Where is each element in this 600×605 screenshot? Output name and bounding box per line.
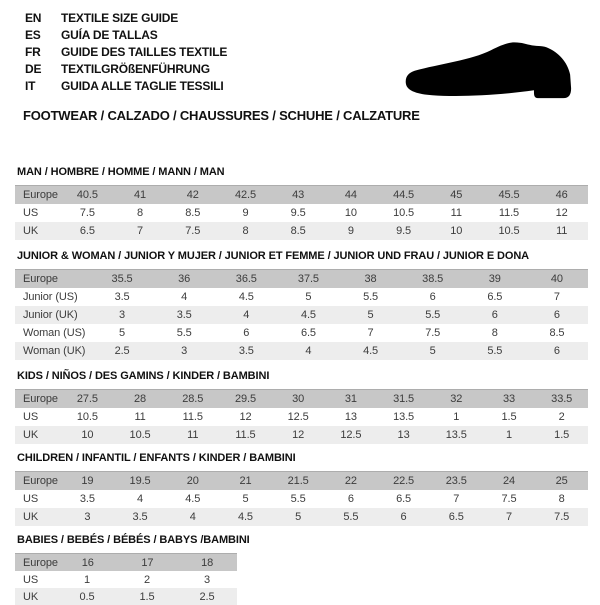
size-cell: 7: [453, 493, 460, 505]
row-label: UK: [23, 590, 39, 603]
shoe-icon: [393, 16, 583, 104]
table-title-children: CHILDREN / INFANTIL / ENFANTS / KINDER / BAMBINI: [17, 452, 296, 464]
size-cell: 10: [81, 429, 94, 441]
language-code: FR: [25, 45, 41, 59]
size-cell: 6.5: [300, 327, 316, 339]
size-cell: 9: [242, 207, 249, 219]
size-cell: 6: [243, 327, 250, 339]
row-label: US: [23, 573, 39, 586]
table-row: [15, 204, 588, 222]
size-cell: 45: [450, 189, 463, 201]
size-tables: [15, 166, 588, 605]
size-cell: 10: [450, 225, 463, 237]
size-cell: 3.5: [238, 345, 254, 357]
size-cell: 38.5: [422, 273, 444, 285]
table-row: [15, 490, 588, 508]
size-cell: 37.5: [297, 273, 319, 285]
size-cell: 5.5: [363, 291, 379, 303]
size-cell: 2.5: [199, 590, 215, 603]
size-cell: 43: [292, 189, 305, 201]
row-label: Junior (UK): [23, 309, 78, 321]
size-cell: 12: [239, 411, 252, 423]
size-cell: 9.5: [396, 225, 412, 237]
language-code: IT: [25, 79, 36, 93]
size-cell: 5.5: [425, 309, 441, 321]
size-cell: 28.5: [182, 393, 204, 405]
size-cell: 10.5: [393, 207, 415, 219]
language-code: EN: [25, 11, 42, 25]
size-cell: 1.5: [139, 590, 155, 603]
size-table-section-kids: [15, 370, 588, 444]
size-cell: 41: [134, 189, 147, 201]
size-cell: 3.5: [132, 511, 148, 523]
size-cell: 4: [181, 291, 188, 303]
size-cell: 4.5: [300, 309, 316, 321]
table-row: [15, 571, 237, 588]
size-table-babies: [15, 553, 237, 605]
size-cell: 3: [181, 345, 188, 357]
size-cell: 4: [243, 309, 250, 321]
size-cell: 38: [364, 273, 377, 285]
row-label: Woman (UK): [23, 345, 86, 357]
row-label: Europe: [23, 189, 58, 201]
size-cell: 13: [344, 411, 357, 423]
size-cell: 4.5: [185, 493, 201, 505]
language-row: [25, 61, 227, 78]
size-cell: 21: [239, 475, 252, 487]
size-cell: 2.5: [114, 345, 130, 357]
row-label: Junior (US): [23, 291, 78, 303]
size-cell: 40.5: [76, 189, 98, 201]
size-cell: 24: [502, 475, 515, 487]
size-cell: 3: [119, 309, 126, 321]
size-cell: 10: [344, 207, 357, 219]
size-cell: 1.5: [554, 429, 570, 441]
size-cell: 19.5: [129, 475, 151, 487]
size-cell: 8: [558, 493, 565, 505]
language-code: DE: [25, 62, 42, 76]
size-cell: 5.5: [343, 511, 359, 523]
size-cell: 9.5: [290, 207, 306, 219]
size-cell: 1: [505, 429, 512, 441]
size-cell: 11.5: [235, 429, 256, 441]
size-cell: 32: [450, 393, 463, 405]
row-label: Europe: [23, 273, 58, 285]
size-cell: 8.5: [185, 207, 201, 219]
size-cell: 6: [347, 493, 354, 505]
size-cell: 4: [137, 493, 144, 505]
size-cell: 2: [143, 573, 151, 586]
table-title-junior-woman: JUNIOR & WOMAN / JUNIOR Y MUJER / JUNIOR ET FEMME / JUNIOR UND FRAU / JUNIOR E DONA: [17, 250, 530, 262]
size-cell: 8.5: [549, 327, 565, 339]
size-cell: 5: [119, 327, 126, 339]
size-cell: 7: [505, 511, 512, 523]
size-cell: 0.5: [79, 590, 95, 603]
size-cell: 12.5: [287, 411, 309, 423]
size-cell: 5: [305, 291, 312, 303]
table-row: [15, 390, 588, 408]
size-cell: 6: [553, 309, 560, 321]
size-cell: 7: [367, 327, 374, 339]
table-row: [15, 222, 588, 240]
size-cell: 1.5: [501, 411, 517, 423]
size-cell: 11: [450, 207, 462, 219]
row-label: UK: [23, 429, 39, 441]
table-row: [15, 186, 588, 204]
size-cell: 5.5: [290, 493, 306, 505]
size-cell: 10.5: [129, 429, 151, 441]
size-cell: 6: [491, 309, 498, 321]
size-cell: 13.5: [393, 411, 415, 423]
size-table-section-man: [15, 166, 588, 240]
table-title-babies: BABIES / BEBÉS / BÉBÉS / BABYS /BAMBINI: [17, 534, 250, 546]
size-cell: 7.5: [185, 225, 201, 237]
row-label: US: [23, 207, 39, 219]
size-cell: 8: [242, 225, 249, 237]
size-table-section-children: [15, 452, 588, 526]
table-row: [15, 408, 588, 426]
size-cell: 3: [84, 511, 91, 523]
row-label: Europe: [23, 556, 58, 569]
size-cell: 9: [347, 225, 354, 237]
size-cell: 5.5: [487, 345, 503, 357]
size-cell: 6: [553, 345, 560, 357]
size-table-section-babies: [15, 534, 588, 605]
size-cell: 12: [292, 429, 305, 441]
language-row: [25, 44, 227, 61]
size-table-section-junior-woman: [15, 250, 588, 360]
table-row: [15, 426, 588, 444]
language-code: ES: [25, 28, 41, 42]
table-row: [15, 288, 588, 306]
size-cell: 31.5: [393, 393, 415, 405]
language-name: TEXTILGRÖßENFÜHRUNG: [61, 62, 210, 76]
size-cell: 20: [186, 475, 199, 487]
size-cell: 42.5: [234, 189, 256, 201]
size-cell: 6: [400, 511, 407, 523]
size-cell: 27.5: [76, 393, 98, 405]
size-cell: 40: [550, 273, 563, 285]
size-cell: 4.5: [237, 511, 253, 523]
size-cell: 5: [295, 511, 302, 523]
size-table-children: [15, 471, 588, 526]
row-label: US: [23, 493, 39, 505]
size-cell: 30: [292, 393, 305, 405]
size-table-kids: [15, 389, 588, 444]
size-cell: 7.5: [554, 511, 570, 523]
category-title: FOOTWEAR / CALZADO / CHAUSSURES / SCHUHE / CALZATURE: [23, 108, 420, 123]
size-cell: 5: [429, 345, 436, 357]
language-row: [25, 10, 227, 27]
size-table-man: [15, 185, 588, 240]
size-table-junior-woman: [15, 269, 588, 360]
language-row: [25, 27, 227, 44]
size-cell: 10.5: [498, 225, 520, 237]
row-label: US: [23, 411, 39, 423]
size-cell: 11: [556, 225, 568, 237]
table-title-man: MAN / HOMBRE / HOMME / MANN / MAN: [17, 166, 225, 178]
size-cell: 7: [137, 225, 144, 237]
size-cell: 44.5: [393, 189, 415, 201]
row-label: UK: [23, 511, 39, 523]
size-cell: 7: [553, 291, 560, 303]
size-cell: 6.5: [487, 291, 503, 303]
size-cell: 2: [558, 411, 565, 423]
size-cell: 8: [491, 327, 498, 339]
size-cell: 11: [187, 429, 199, 441]
size-cell: 8: [137, 207, 144, 219]
size-cell: 8.5: [290, 225, 306, 237]
table-row: [15, 588, 237, 605]
size-cell: 11: [134, 411, 146, 423]
size-cell: 4: [189, 511, 196, 523]
size-cell: 45.5: [498, 189, 520, 201]
size-cell: 6.5: [79, 225, 95, 237]
size-cell: 36: [178, 273, 191, 285]
size-cell: 1: [83, 573, 91, 586]
size-cell: 1: [453, 411, 460, 423]
size-cell: 12: [555, 207, 568, 219]
table-title-kids: KIDS / NIÑOS / DES GAMINS / KINDER / BAMBINI: [17, 370, 270, 382]
row-label: Europe: [23, 475, 58, 487]
size-cell: 18: [201, 556, 214, 569]
table-row: [15, 472, 588, 490]
table-row: [15, 342, 588, 360]
size-cell: 35.5: [111, 273, 133, 285]
table-row: [15, 306, 588, 324]
size-cell: 12.5: [340, 429, 362, 441]
size-cell: 22.5: [393, 475, 415, 487]
size-cell: 17: [141, 556, 154, 569]
size-cell: 4.5: [363, 345, 379, 357]
size-cell: 22: [344, 475, 357, 487]
size-cell: 11.5: [498, 207, 520, 219]
size-cell: 7.5: [425, 327, 441, 339]
table-row: [15, 508, 588, 526]
size-cell: 5: [367, 309, 374, 321]
language-name: GUÍA DE TALLAS: [61, 28, 158, 42]
size-cell: 33.5: [551, 393, 573, 405]
size-cell: 33: [502, 393, 515, 405]
size-cell: 4.5: [238, 291, 254, 303]
language-list: [25, 10, 227, 95]
size-cell: 3.5: [114, 291, 130, 303]
language-name: GUIDE DES TAILLES TEXTILE: [61, 45, 228, 59]
size-cell: 19: [81, 475, 94, 487]
size-cell: 31: [344, 393, 357, 405]
size-cell: 25: [555, 475, 568, 487]
language-name: GUIDA ALLE TAGLIE TESSILI: [61, 79, 224, 93]
size-cell: 4: [305, 345, 312, 357]
size-cell: 6.5: [396, 493, 412, 505]
row-label: Europe: [23, 393, 58, 405]
size-cell: 3.5: [79, 493, 95, 505]
table-row: [15, 324, 588, 342]
size-cell: 13: [397, 429, 410, 441]
size-cell: 3.5: [176, 309, 192, 321]
language-row: [25, 78, 227, 95]
size-cell: 21.5: [287, 475, 309, 487]
size-cell: 3: [203, 573, 211, 586]
size-cell: 28: [134, 393, 147, 405]
size-cell: 39: [488, 273, 501, 285]
size-cell: 16: [81, 556, 94, 569]
size-cell: 7.5: [501, 493, 517, 505]
size-cell: 42: [186, 189, 199, 201]
size-cell: 10.5: [76, 411, 98, 423]
size-cell: 29.5: [234, 393, 256, 405]
size-cell: 46: [555, 189, 568, 201]
size-cell: 11.5: [182, 411, 203, 423]
size-cell: 6: [429, 291, 436, 303]
table-row: [15, 270, 588, 288]
table-row: [15, 554, 237, 571]
row-label: UK: [23, 225, 39, 237]
size-cell: 13.5: [445, 429, 467, 441]
language-name: TEXTILE SIZE GUIDE: [61, 11, 179, 25]
size-cell: 5: [242, 493, 249, 505]
row-label: Woman (US): [23, 327, 86, 339]
size-cell: 6.5: [448, 511, 464, 523]
size-cell: 23.5: [445, 475, 467, 487]
size-cell: 36.5: [235, 273, 257, 285]
size-cell: 44: [344, 189, 357, 201]
size-cell: 5.5: [176, 327, 192, 339]
size-cell: 7.5: [79, 207, 95, 219]
